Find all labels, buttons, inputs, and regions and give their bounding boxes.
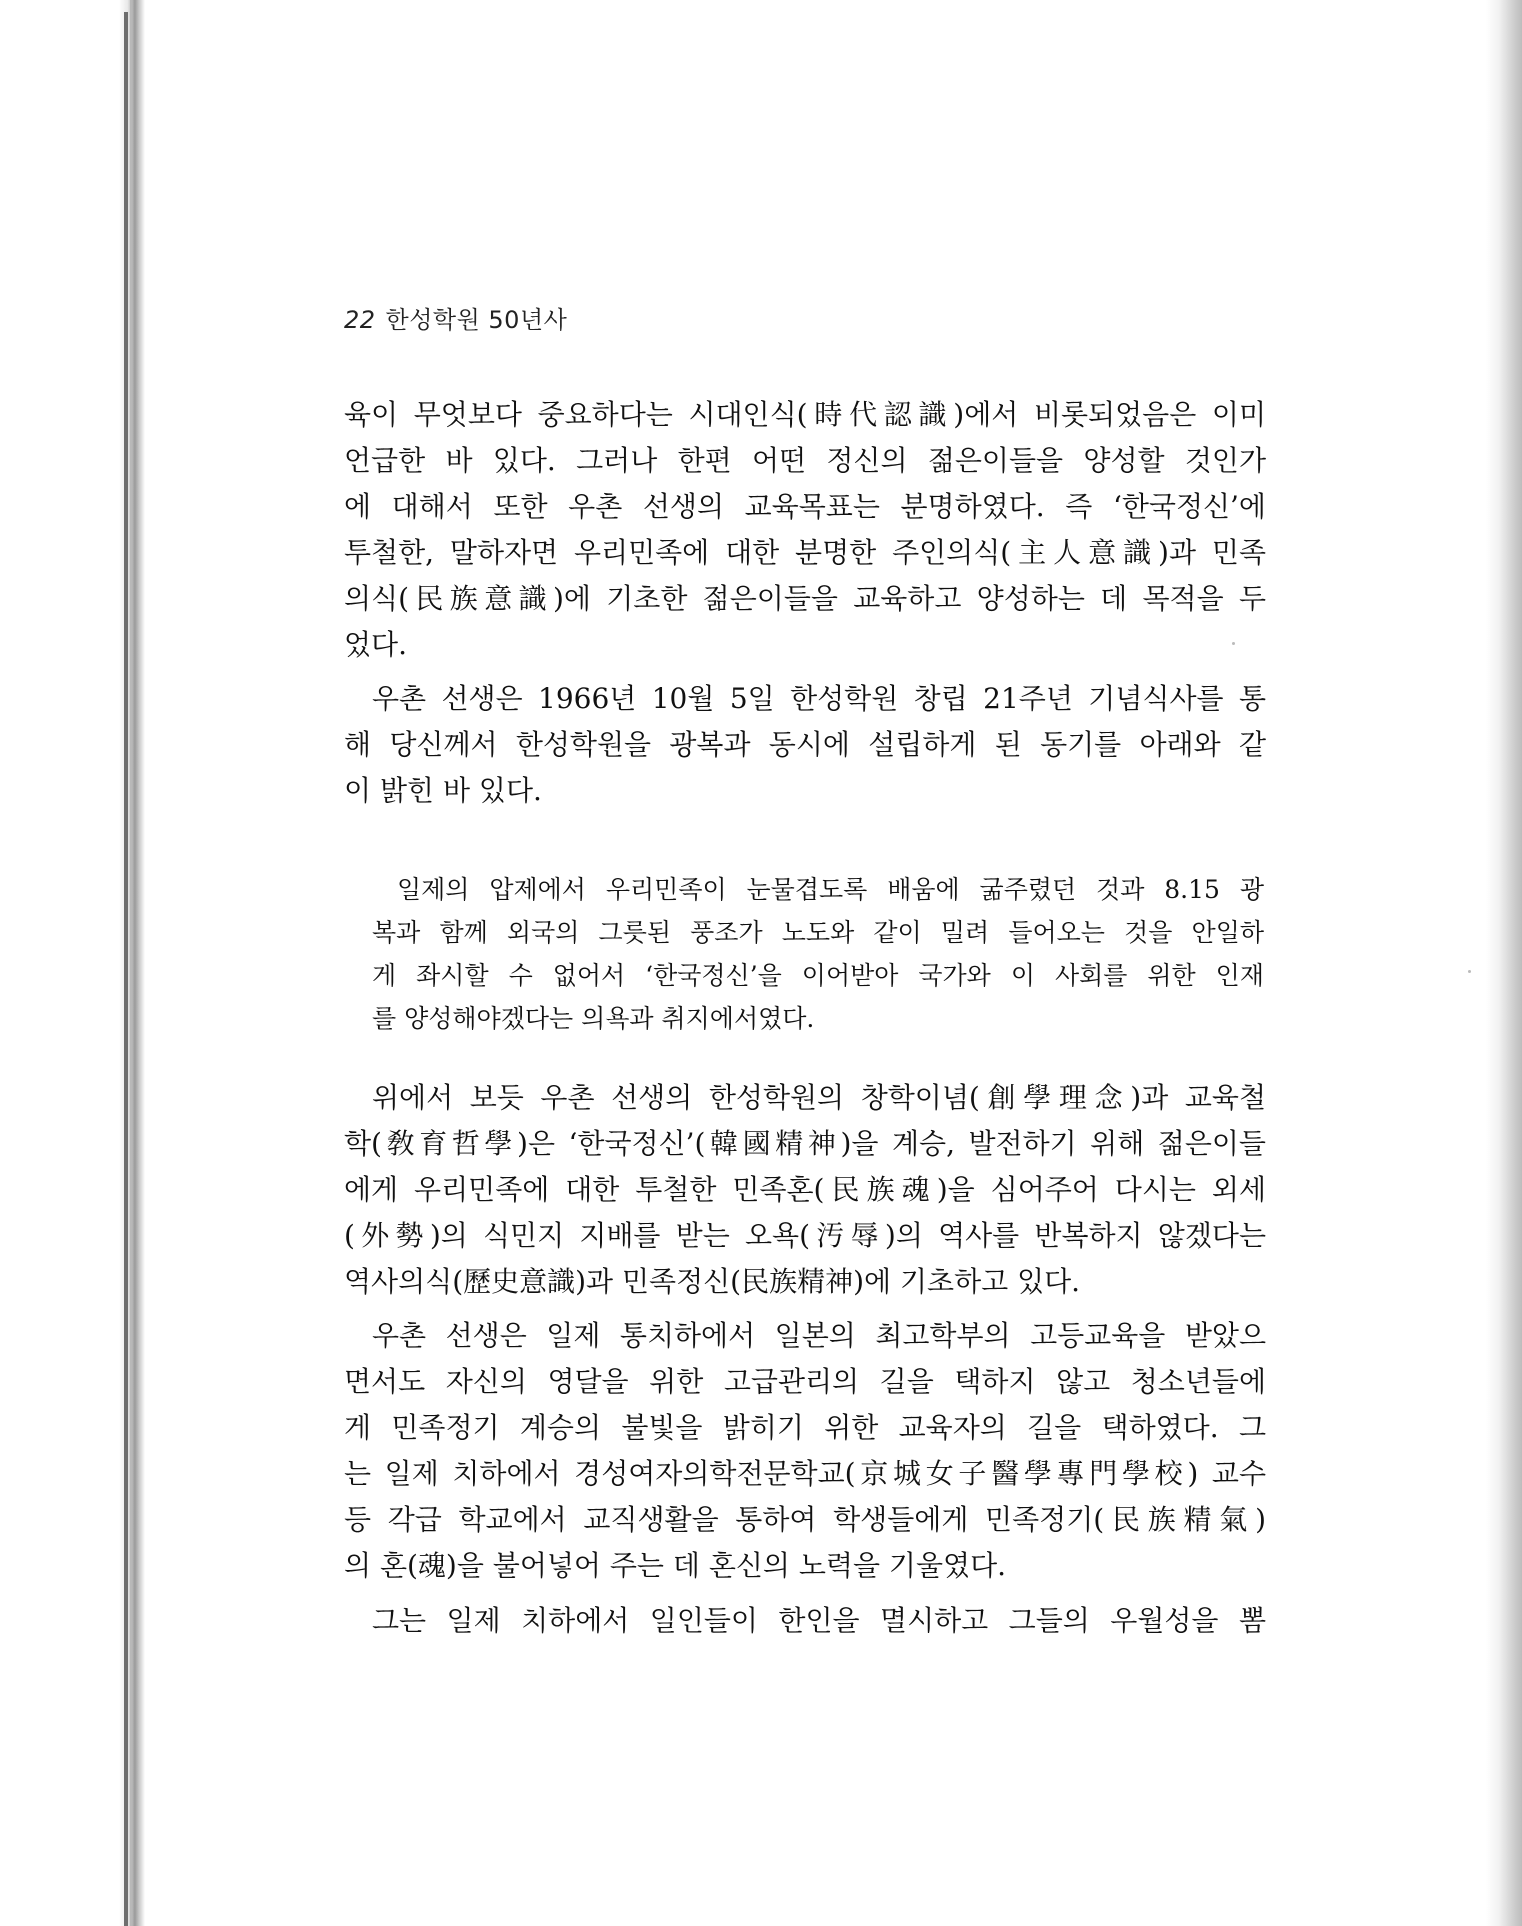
text-line: 에게 우리민족에 대한 투철한 민족혼(民族魂)을 심어주어 다시는 외세 — [344, 1173, 1266, 1206]
text-line: 이 밝힌 바 있다. — [344, 774, 542, 807]
text-line: 학(敎育哲學)은 ‘한국정신’(韓國精神)을 계승, 발전하기 위해 젊은이들 — [344, 1127, 1266, 1160]
paragraph-founding-speech — [344, 676, 1266, 814]
quote-line: 복과 함께 외국의 그릇된 풍조가 노도와 같이 밀려 들어오는 것을 안일하 — [372, 918, 1264, 947]
quote-line: 를 양성해야겠다는 의욕과 취지에서였다. — [372, 1004, 815, 1033]
text-line: 었다. — [344, 628, 407, 661]
paragraph-continued — [344, 392, 1266, 668]
text-line: 의 혼(魂)을 불어넣어 주는 데 혼신의 노력을 기울였다. — [344, 1549, 1007, 1582]
text-line: 육이 무엇보다 중요하다는 시대인식(時代認識)에서 비롯되었음은 이미 — [344, 398, 1266, 431]
quote-line: 일제의 압제에서 우리민족이 눈물겹도록 배움에 굶주렸던 것과 8.15 광 — [397, 875, 1264, 904]
quote-line: 게 좌시할 수 없어서 ‘한국정신’을 이어받아 국가와 이 사회를 위한 인재 — [372, 961, 1264, 990]
text-line: 의식(民族意識)에 기초한 젊은이들을 교육하고 양성하는 데 목적을 두 — [344, 582, 1266, 615]
text-line: 우촌 선생은 일제 통치하에서 일본의 최고학부의 고등교육을 받았으 — [372, 1319, 1266, 1352]
book-title: 한성학원 50년사 — [385, 306, 568, 334]
block-quote — [372, 868, 1264, 1040]
text-line: 해 당신께서 한성학원을 광복과 동시에 설립하게 된 동기를 아래와 같 — [344, 728, 1266, 761]
text-line: 에 대해서 또한 우촌 선생의 교육목표는 분명하였다. 즉 ‘한국정신’에 — [344, 490, 1266, 523]
text-line: 역사의식(歷史意識)과 민족정신(民族精神)에 기초하고 있다. — [344, 1265, 1081, 1298]
text-line: 그는 일제 치하에서 일인들이 한인을 멸시하고 그들의 우월성을 뽐 — [372, 1604, 1266, 1637]
paragraph-founding-ideology — [344, 1075, 1266, 1305]
paragraph-colonial-rule — [344, 1598, 1266, 1644]
paragraph-educator-path — [344, 1313, 1266, 1589]
text-line: 위에서 보듯 우촌 선생의 한성학원의 창학이념(創學理念)과 교육철 — [372, 1081, 1266, 1114]
scan-speck — [1232, 642, 1235, 645]
text-line: 는 일제 치하에서 경성여자의학전문학교(京城女子醫學專門學校) 교수 — [344, 1457, 1266, 1490]
text-line: 투철한, 말하자면 우리민족에 대한 분명한 주인의식(主人意識)과 민족 — [344, 536, 1266, 569]
text-line: 면서도 자신의 영달을 위한 고급관리의 길을 택하지 않고 청소년들에 — [344, 1365, 1266, 1398]
text-line: 우촌 선생은 1966년 10월 5일 한성학원 창립 21주년 기념식사를 통 — [372, 682, 1266, 715]
text-line: (外勢)의 식민지 지배를 받는 오욕(汚辱)의 역사를 반복하지 않겠다는 — [344, 1219, 1266, 1252]
text-line: 등 각급 학교에서 교직생활을 통하여 학생들에게 민족정기(民族精氣) — [344, 1503, 1266, 1536]
running-header — [344, 300, 567, 335]
page-number: 22 — [344, 306, 376, 334]
scan-speck — [1468, 970, 1471, 973]
text-line: 게 민족정기 계승의 불빛을 밝히기 위한 교육자의 길을 택하였다. 그 — [344, 1411, 1266, 1444]
text-line: 언급한 바 있다. 그러나 한편 어떤 정신의 젊은이들을 양성할 것인가 — [344, 444, 1266, 477]
